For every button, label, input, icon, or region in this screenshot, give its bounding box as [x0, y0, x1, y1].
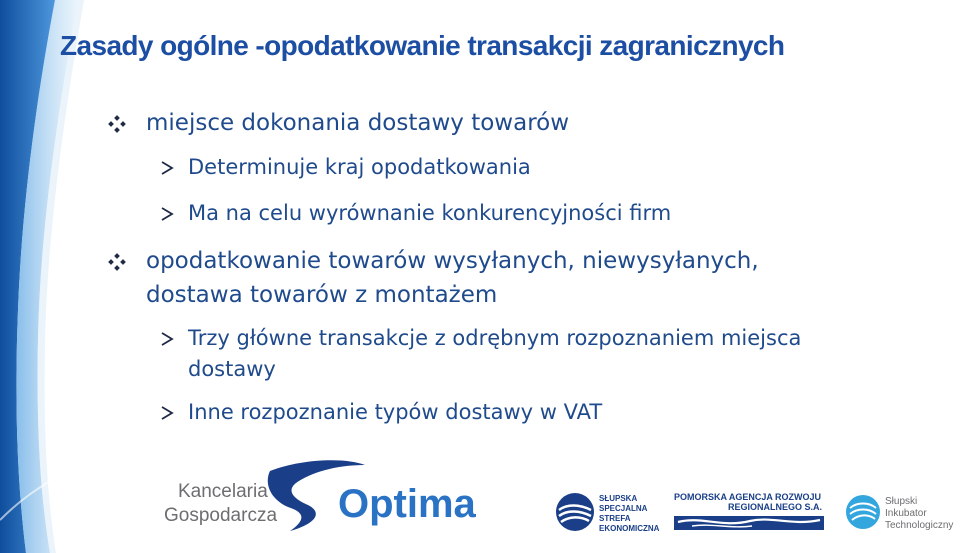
- ssse-line3: STREFA: [599, 514, 631, 523]
- bullet-text-continuation: dostawa towarów z montażem: [146, 282, 498, 308]
- kancelaria-optima-logo: [160, 455, 490, 535]
- sit-line3: Technologiczny: [885, 520, 954, 531]
- diamond-bullet-icon: [108, 115, 126, 133]
- arrowhead-bullet-icon: [158, 205, 176, 223]
- sit-line2: Inkubator: [885, 508, 927, 519]
- arrowhead-bullet-icon: [158, 404, 176, 422]
- parr-line2: REGIONALNEGO S.A.: [727, 502, 822, 512]
- sit-line1: Słupski: [885, 496, 918, 507]
- bullet-text: Trzy główne transakcje z odrębnym rozpoznaniem miejsca: [188, 326, 802, 350]
- bullet-item: [188, 152, 531, 183]
- slide-title: Zasady ogólne -opodatkowanie transakcji zagranicznych: [60, 30, 785, 61]
- bullet-text: Inne rozpoznanie typów dostawy w VAT: [188, 400, 603, 424]
- logo-optima-brand: Optima: [338, 482, 476, 526]
- bullet-item: [188, 198, 671, 229]
- logo-kancelaria-line2: Gospodarcza: [164, 505, 278, 526]
- bullet-item: [146, 106, 569, 140]
- diamond-bullet-icon: [108, 253, 126, 271]
- ssse-line4: EKONOMICZNA: [599, 524, 660, 533]
- bullet-item: [146, 244, 759, 312]
- parr-line1: POMORSKA AGENCJA ROZWOJU: [674, 492, 822, 502]
- bullet-text: opodatkowanie towarów wysyłanych, niewysyłanych,: [146, 248, 759, 274]
- bullet-text: Determinuje kraj opodatkowania: [188, 155, 531, 179]
- bullet-text-continuation: dostawy: [188, 357, 276, 381]
- ssse-line2: SPECJALNA: [599, 504, 648, 513]
- bullet-text: miejsce dokonania dostawy towarów: [146, 110, 570, 136]
- ssse-line1: SŁUPSKA: [599, 494, 638, 503]
- bullet-item: [188, 397, 602, 428]
- logo-kancelaria-line1: Kancelaria: [178, 481, 268, 502]
- parr-logo: [672, 490, 827, 534]
- bullet-text: Ma na celu wyrównanie konkurencyjności firm: [188, 201, 672, 225]
- arrowhead-bullet-icon: [158, 159, 176, 177]
- ssse-logo: [555, 490, 665, 534]
- arrowhead-bullet-icon: [158, 330, 176, 348]
- sit-logo: [845, 490, 955, 534]
- bullet-item: [188, 323, 801, 385]
